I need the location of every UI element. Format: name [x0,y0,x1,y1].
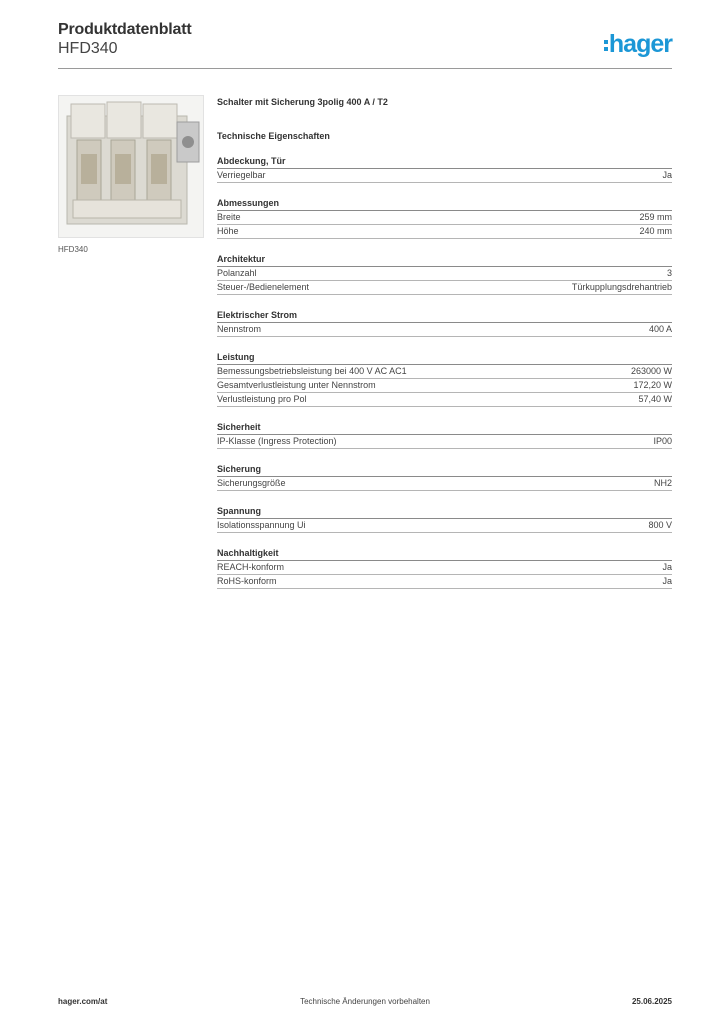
spec-label: Bemessungsbetriebsleistung bei 400 V AC AC1 [217,366,407,376]
spec-row [217,211,672,225]
spec-value: 259 mm [639,212,672,222]
footer-notice: Technische Änderungen vorbehalten [300,997,430,1006]
product-title: Schalter mit Sicherung 3polig 400 A / T2 [217,97,388,107]
spec-label: Verriegelbar [217,170,266,180]
spec-row [217,281,672,295]
section-heading: Technische Eigenschaften [217,131,330,141]
hager-logo [603,30,672,59]
spec-value: 172,20 W [633,380,672,390]
spec-value: Türkupplungsdrehantrieb [571,282,672,292]
spec-value: Ja [662,170,672,180]
spec-label: Polanzahl [217,268,257,278]
document-title: Produktdatenblatt [58,21,192,38]
spec-row [217,365,672,379]
fuse-switch-illustration [59,96,204,238]
footer-website-link[interactable]: hager.com/at [58,997,108,1006]
spec-row [217,519,672,533]
spec-group-title: Nachhaltigkeit [217,547,672,561]
spec-row [217,393,672,407]
header-divider [58,68,672,69]
spec-group-title: Leistung [217,351,672,365]
page-header [58,20,672,70]
spec-row [217,477,672,491]
spec-value: 3 [666,268,672,278]
spec-group-title: Sicherung [217,463,672,477]
spec-group [217,463,672,491]
spec-row [217,561,672,575]
spec-label: REACH-konform [217,562,285,572]
logo-text: hager [608,30,672,58]
spec-group [217,197,672,239]
spec-value: IP00 [653,436,672,446]
footer-date: 25.06.2025 [631,997,672,1006]
spec-group-title: Architektur [217,253,672,267]
spec-row [217,267,672,281]
spec-group [217,351,672,407]
spec-row [217,435,672,449]
spec-content [217,97,672,589]
spec-value: 400 A [648,324,672,334]
spec-value: Ja [662,576,672,586]
page-footer [58,997,672,1009]
spec-group-title: Elektrischer Strom [217,309,672,323]
spec-group [217,155,672,183]
spec-group-title: Sicherheit [217,421,672,435]
spec-group [217,253,672,295]
spec-group-title: Abdeckung, Tür [217,155,672,169]
spec-group-title: Spannung [217,505,672,519]
spec-label: Gesamtverlustleistung unter Nennstrom [217,380,376,390]
spec-row [217,575,672,589]
spec-label: Isolationsspannung Ui [217,520,306,530]
product-code: HFD340 [58,40,118,57]
spec-value: Ja [662,562,672,572]
product-image [58,95,204,238]
spec-value: 57,40 W [638,394,672,404]
spec-label: IP-Klasse (Ingress Protection) [217,436,337,446]
spec-value: 240 mm [639,226,672,236]
spec-row [217,169,672,183]
spec-label: Verlustleistung pro Pol [217,394,307,404]
spec-label: Steuer-/Bedienelement [217,282,310,292]
spec-label: Breite [217,212,241,222]
spec-group [217,421,672,449]
spec-group [217,505,672,533]
spec-label: Nennstrom [217,324,262,334]
spec-row [217,225,672,239]
spec-group [217,547,672,589]
spec-value: 800 V [648,520,672,530]
spec-row [217,323,672,337]
spec-label: RoHS-konform [217,576,277,586]
spec-label: Höhe [217,226,239,236]
image-caption: HFD340 [58,245,88,254]
spec-label: Sicherungsgröße [217,478,286,488]
spec-group [217,309,672,337]
spec-row [217,379,672,393]
spec-value: 263000 W [630,366,672,376]
spec-value: NH2 [653,478,672,488]
spec-group-title: Abmessungen [217,197,672,211]
